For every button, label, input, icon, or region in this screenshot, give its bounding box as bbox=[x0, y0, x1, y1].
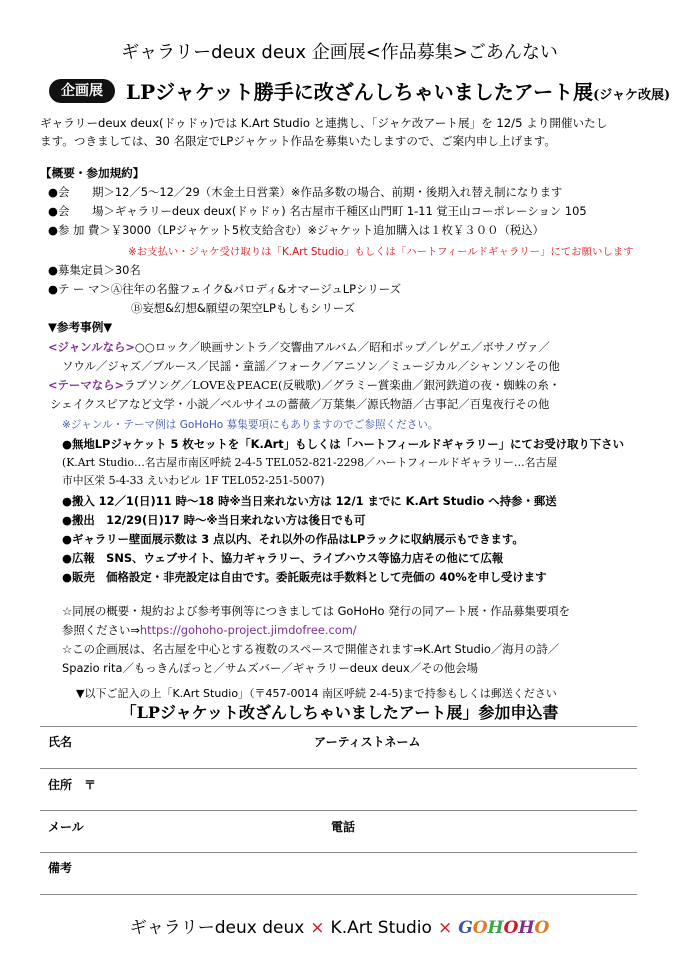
footer-sep-2: × bbox=[437, 918, 453, 938]
gohoho-logo-letter: H bbox=[487, 918, 504, 938]
gohoho-prefix: 参照ください⇒ bbox=[62, 623, 140, 637]
genre-line-1 bbox=[48, 339, 550, 355]
theme-a: ●テ ー マ＞Ⓐ往年の名盤フェイク&パロディ&オマージュLPシリーズ bbox=[48, 282, 401, 296]
rule-delivery-in: ●搬入 12／1(日)11 時〜18 時※当日来れない方は 12/1 までに K.Art Studio へ持参・郵送 bbox=[62, 494, 557, 508]
rule-delivery-out: ●搬出 12/29(日)17 時〜※当日来れない方は後日でも可 bbox=[62, 513, 366, 527]
gohoho-logo bbox=[458, 918, 549, 938]
form-notes-label: 備考 bbox=[48, 861, 73, 875]
rule-sales: ●販売 価格設定・非売設定は自由です。委託販売は手数料として売価の 40%を申し受けます bbox=[62, 570, 547, 584]
gohoho-line-1: ☆同展の概要・規約および参考事例等につきましては GoHoHo 発行の同アート展・作品募集要項を bbox=[62, 604, 570, 618]
form-top-rule bbox=[40, 726, 637, 727]
overview-fee: ●参 加 費＞￥3000（LPジャケット5枚支給含む）※ジャケット追加購入は１枚￥３００（税込） bbox=[48, 223, 545, 237]
exhibition-title bbox=[126, 76, 670, 105]
payment-note: ※お支払い・ジャケ受け取りは「K.Art Studio」もしくは「ハートフィールドギャラリー」にてお願いします bbox=[128, 246, 634, 258]
gohoho-logo-letter: O bbox=[503, 918, 519, 938]
examples-heading: ▼参考事例▼ bbox=[48, 320, 113, 334]
genre-line-2: ソウル／ジャズ／ブルース／民謡・童謡／フォーク／アニソン／ミュージカル／シャンソンその他 bbox=[62, 359, 560, 373]
theme-list-1: ラブソング／LOVE＆PEACE(反戦歌)／グラミー賞楽曲／銀河鉄道の夜・蜘蛛の糸・ bbox=[124, 378, 561, 392]
form-name-label: 氏名 bbox=[48, 735, 73, 749]
overview-venue: ●会 場＞ギャラリーdeux deux(ドゥドゥ) 名古屋市千種区山門町 1-11 覚王山コーポレーション 105 bbox=[48, 204, 587, 218]
title-main: LPジャケット勝手に改ざんしちゃいましたアート展 bbox=[126, 80, 594, 104]
gohoho-logo-letter: O bbox=[534, 918, 550, 938]
theme-b: Ⓑ妄想&幻想&願望の架空LPもしもシリーズ bbox=[131, 301, 356, 315]
footer-studio: K.Art Studio bbox=[330, 918, 432, 938]
rule-publicity: ●広報 SNS、ウェブサイト、協力ギャラリー、ライブハウス等協力店その他にて広報 bbox=[62, 551, 504, 565]
form-email-label: メール bbox=[48, 820, 84, 834]
address-line-2: 市中区栄 5-4-33 えいわビル 1F TEL052-251-5007) bbox=[62, 474, 325, 487]
form-address-label: 住所 〒 bbox=[48, 778, 97, 792]
gohoho-logo-letter: O bbox=[472, 918, 488, 938]
theme-line-2: シェイクスピアなど文学・小説／ベルサイユの薔薇／万葉集／源氏物語／古事記／百鬼夜行その他 bbox=[50, 397, 550, 411]
capacity: ●募集定員＞30名 bbox=[48, 263, 141, 277]
intro-line-1: ギャラリーdeux deux(ドゥドゥ)では K.Art Studio と連携し、「ジャケ改アート展」を 12/5 より開催いたし bbox=[40, 116, 608, 130]
genre-list-1: ○○ロック／映画サントラ／交響曲アルバム／昭和ポップ／レゲエ／ボサノヴァ／ bbox=[134, 340, 550, 354]
form-address-field[interactable] bbox=[40, 810, 637, 811]
gohoho-url-link[interactable]: https://gohoho-project.jimdofree.com/ bbox=[139, 623, 357, 637]
overview-heading: 【概要・参加規約】 bbox=[40, 166, 145, 180]
mail-note: ▼以下ご記入の上「K.Art Studio」（〒457-0014 南区呼続 2-4-5)まで持参もしくは郵送ください bbox=[76, 687, 557, 700]
form-name-field[interactable] bbox=[40, 768, 637, 769]
exhibition-badge: 企画展 bbox=[49, 79, 115, 103]
header-title: ギャラリーdeux deux 企画展<作品募集>ごあんない bbox=[121, 42, 558, 63]
footer-gallery: ギャラリーdeux deux bbox=[129, 918, 305, 938]
title-sub: (ジャケ改展) bbox=[593, 88, 671, 103]
form-title: 「LPジャケット改ざんしちゃいましたアート展」参加申込書 bbox=[120, 703, 559, 722]
overview-period: ●会 期＞12／5〜12／29（木金土日営業）※作品多数の場合、前期・後期入れ替え制になります bbox=[48, 185, 563, 199]
footer-credits bbox=[0, 913, 679, 938]
form-phone-label: 電話 bbox=[331, 820, 356, 834]
address-line-1: (K.Art Studio…名古屋市南区呼続 2-4-5 TEL052-821-2298／ハートフィールドギャラリー…名古屋 bbox=[62, 456, 558, 469]
form-artist-name-label: アーティストネーム bbox=[314, 735, 421, 749]
intro-line-2: ます。つきましては、30 名限定でLPジャケット作品を募集いたしますので、ご案内申し上げます。 bbox=[40, 134, 556, 148]
venues-line-2: Spazio rita／もっきんぽっと／サムズバー／ギャラリーdeux deux／その他会場 bbox=[62, 661, 479, 675]
gohoho-logo-letter: H bbox=[518, 918, 535, 938]
theme-label: <テーマなら> bbox=[48, 378, 125, 392]
rule-display-count: ●ギャラリー壁面展示数は 3 点以内、それ以外の作品はLPラックに収納展示もできます。 bbox=[62, 532, 524, 546]
examples-note: ※ジャンル・テーマ例は GoHoHo 募集要項にもありますのでご参照ください。 bbox=[62, 419, 439, 431]
venues-line-1: ☆この企画展は、名古屋を中心とする複数のスペースで開催されます⇒K.Art Studio／海月の詩／ bbox=[62, 642, 560, 656]
footer-sep-1: × bbox=[310, 918, 325, 938]
theme-line-1 bbox=[48, 377, 560, 393]
gohoho-line-2 bbox=[62, 622, 357, 638]
gohoho-logo-letter: G bbox=[458, 918, 473, 938]
unprinted-jacket-note: ●無地LPジャケット 5 枚セットを「K.Art」もしくは「ハートフィールドギャラリー」にてお受け取り下さい bbox=[62, 437, 624, 451]
form-notes-field[interactable] bbox=[40, 894, 637, 895]
form-email-field[interactable] bbox=[40, 852, 637, 853]
genre-label: <ジャンルなら> bbox=[48, 340, 135, 354]
